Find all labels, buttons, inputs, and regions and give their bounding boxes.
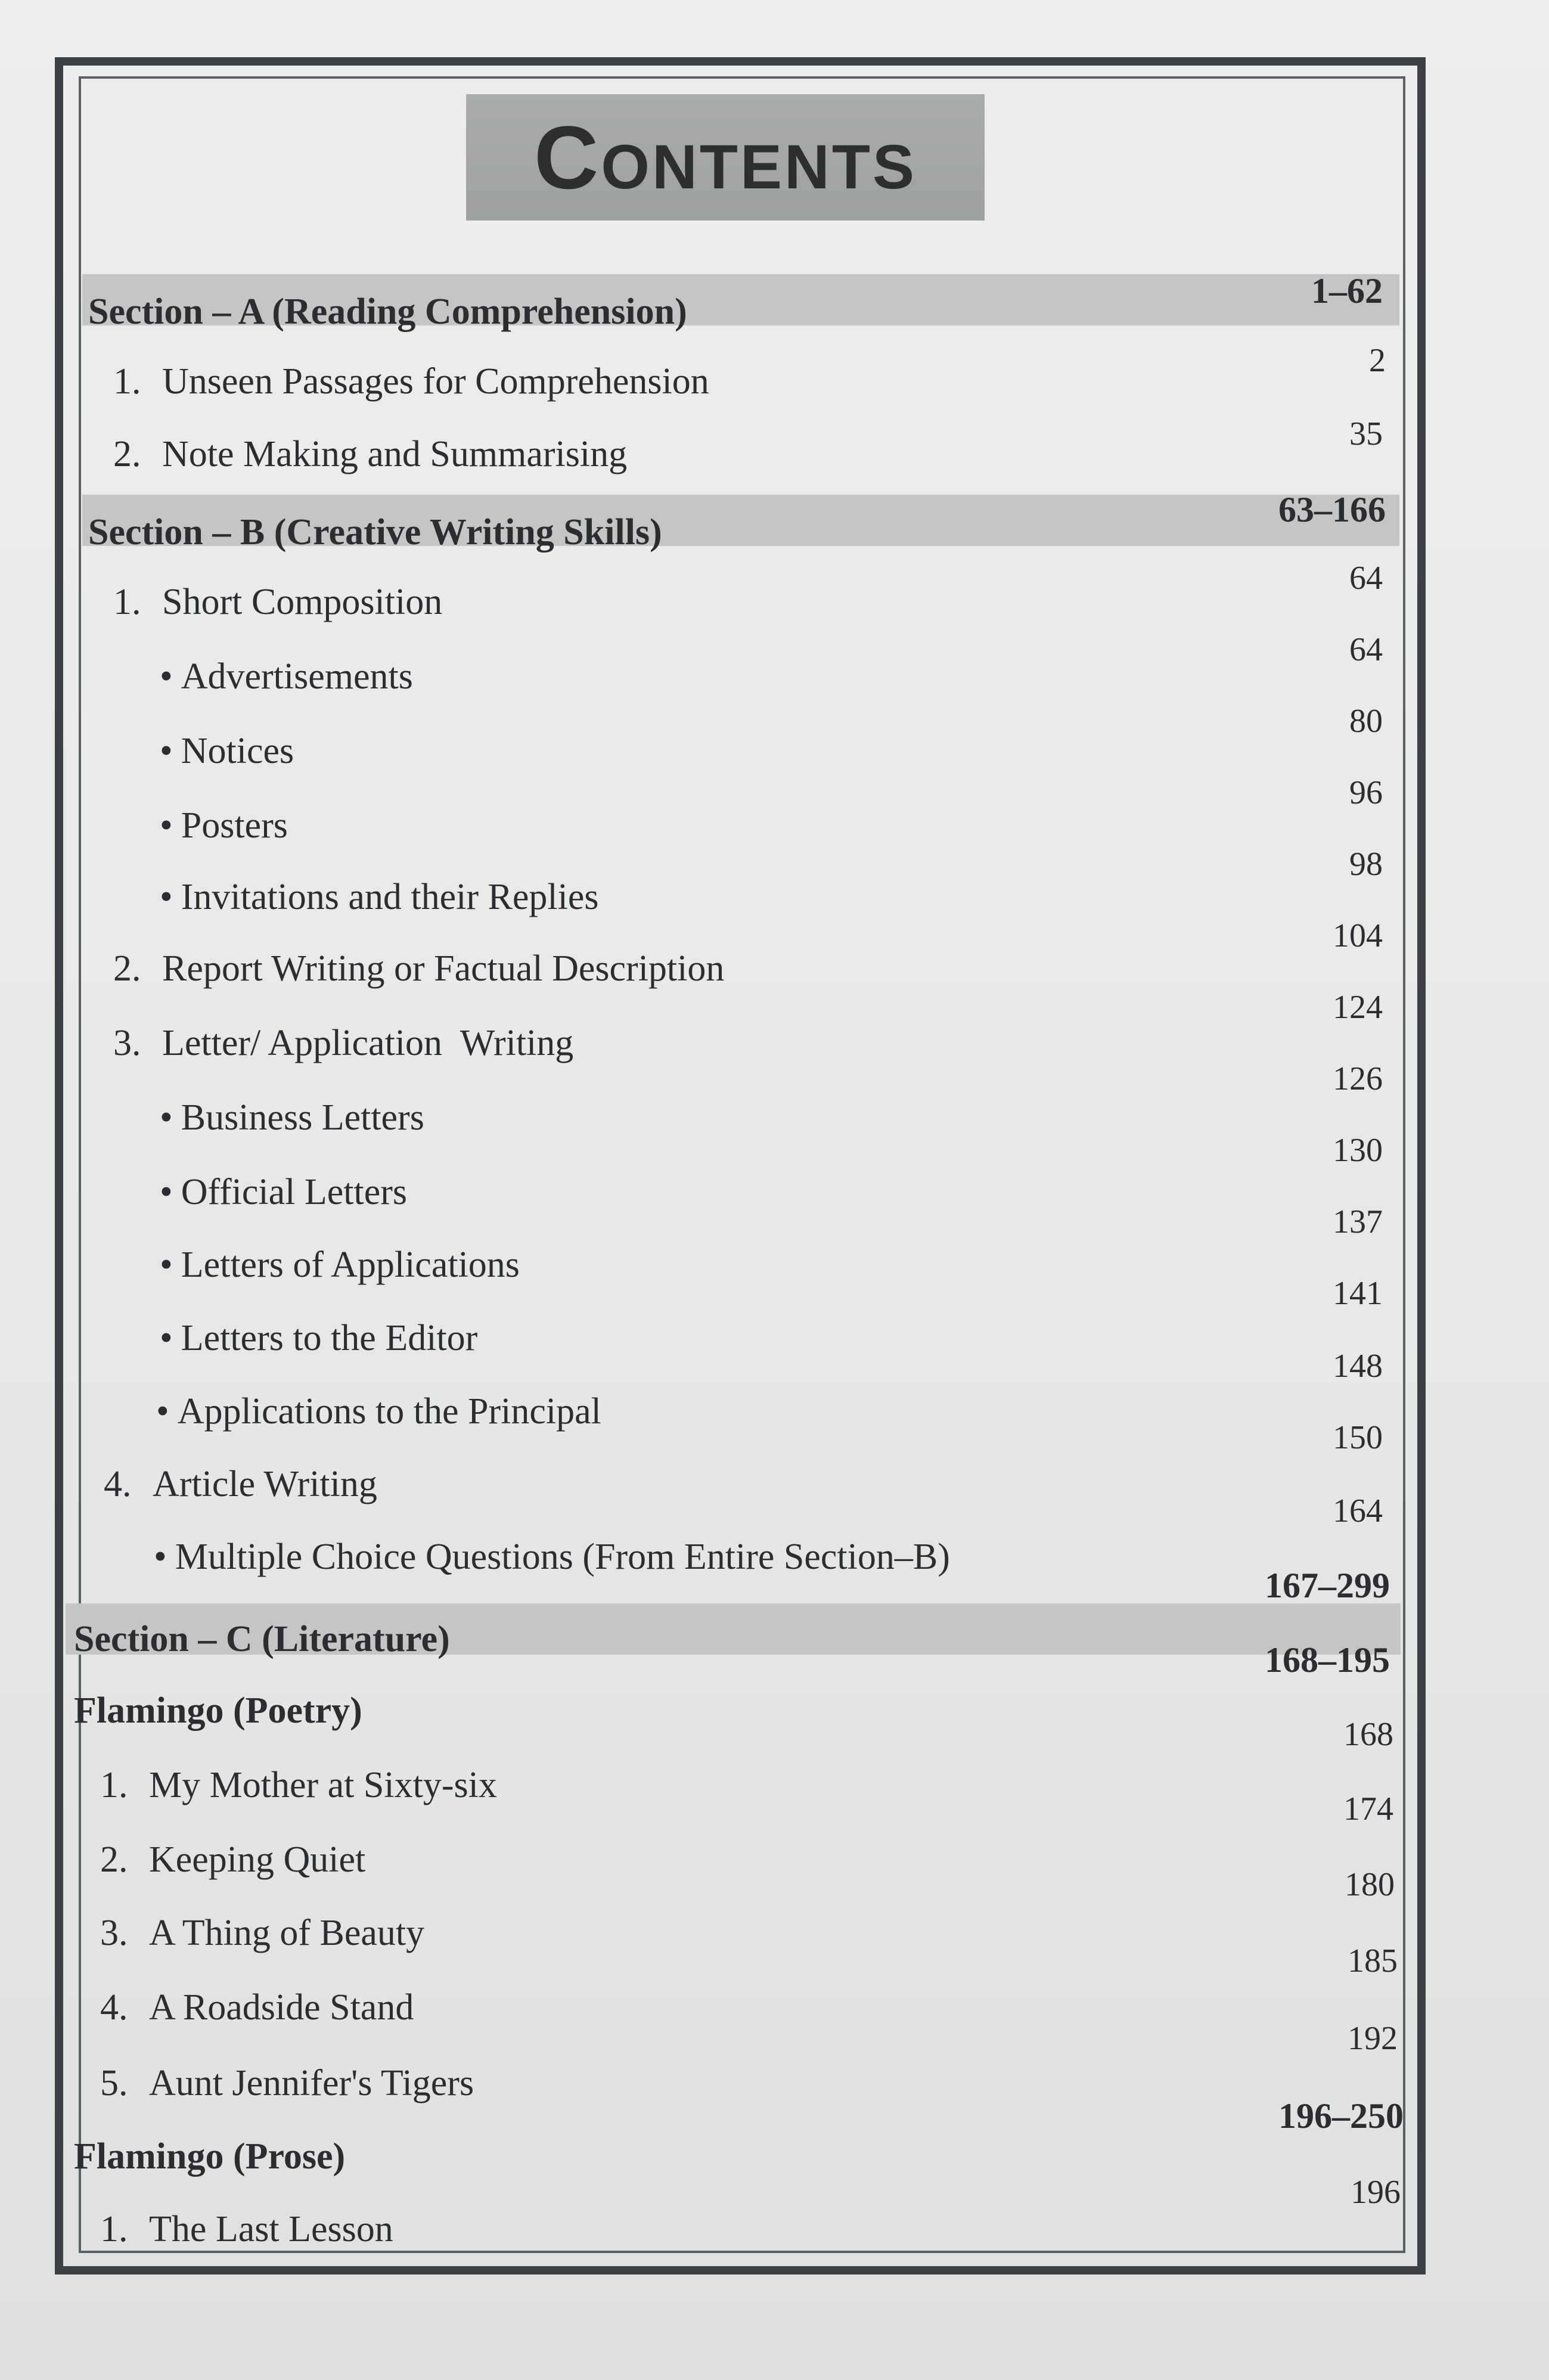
toc-item: • Notices <box>160 731 294 771</box>
subsection-prose-pages: 196–250 <box>1278 2096 1404 2136</box>
toc-page: 196 <box>1351 2174 1401 2211</box>
toc-item: 3. Letter/ Application Writing <box>113 1023 574 1063</box>
title-box <box>466 94 985 221</box>
toc-page: 174 <box>1343 1791 1393 1827</box>
toc-page: 124 <box>1333 989 1383 1026</box>
toc-page: 137 <box>1333 1203 1383 1240</box>
toc-item: • Letters to the Editor <box>160 1318 478 1358</box>
toc-item: • Multiple Choice Questions (From Entire Section–B) <box>154 1537 950 1577</box>
section-a-title: Section – A (Reading Comprehension) <box>88 291 687 332</box>
page-title: Contents <box>534 107 917 207</box>
subsection-poetry-title: Flamingo (Poetry) <box>74 1690 362 1731</box>
toc-item: • Posters <box>160 805 288 846</box>
toc-item: • Business Letters <box>160 1097 424 1138</box>
toc-page: 185 <box>1348 1943 1398 1979</box>
section-c-title: Section – C (Literature) <box>74 1619 450 1659</box>
toc-page: 192 <box>1348 2020 1398 2057</box>
section-b-pages: 63–166 <box>1278 490 1386 529</box>
toc-item: 1. Short Composition <box>113 582 443 622</box>
subsection-prose-title: Flamingo (Prose) <box>74 2136 346 2177</box>
subsection-poetry-pages: 168–195 <box>1265 1640 1390 1680</box>
toc-page: 141 <box>1333 1275 1383 1312</box>
section-a-pages: 1–62 <box>1311 271 1383 311</box>
toc-item: 2. Report Writing or Factual Description <box>113 948 725 989</box>
section-c-pages: 167–299 <box>1265 1566 1390 1605</box>
toc-page: 80 <box>1349 703 1383 740</box>
toc-item: 5. Aunt Jennifer's Tigers <box>100 2063 474 2103</box>
toc-page: 64 <box>1349 560 1383 597</box>
toc-item: 3. A Thing of Beauty <box>100 1913 425 1953</box>
toc-item: 1. The Last Lesson <box>100 2209 393 2249</box>
toc-page: 180 <box>1345 1866 1395 1903</box>
toc-page: 130 <box>1333 1132 1383 1169</box>
toc-page: 64 <box>1349 631 1383 668</box>
toc-page: 96 <box>1349 774 1383 811</box>
toc-item: • Official Letters <box>160 1172 408 1212</box>
toc-page: 104 <box>1333 917 1383 954</box>
toc-page: 126 <box>1333 1060 1383 1097</box>
toc-item: • Letters of Applications <box>160 1245 520 1285</box>
toc-item: 2. Keeping Quiet <box>100 1839 366 1880</box>
toc-item: 2. Note Making and Summarising <box>113 434 628 474</box>
toc-page: 150 <box>1333 1419 1383 1456</box>
toc-page: 98 <box>1349 846 1383 883</box>
section-b-title: Section – B (Creative Writing Skills) <box>88 512 662 553</box>
toc-item: 4. A Roadside Stand <box>100 1987 414 2028</box>
toc-page: 168 <box>1343 1716 1393 1753</box>
toc-item: • Applications to the Principal <box>156 1391 601 1432</box>
toc-page: 148 <box>1333 1348 1383 1385</box>
toc-page: 2 <box>1369 342 1386 379</box>
toc-item: • Invitations and their Replies <box>160 877 599 917</box>
toc-item: 1. Unseen Passages for Comprehension <box>113 361 709 402</box>
toc-page: 164 <box>1333 1492 1383 1529</box>
toc-page: 35 <box>1349 415 1383 452</box>
toc-item: 1. My Mother at Sixty-six <box>100 1765 497 1805</box>
toc-item: 4. Article Writing <box>104 1464 377 1504</box>
toc-item: • Advertisements <box>160 656 413 697</box>
